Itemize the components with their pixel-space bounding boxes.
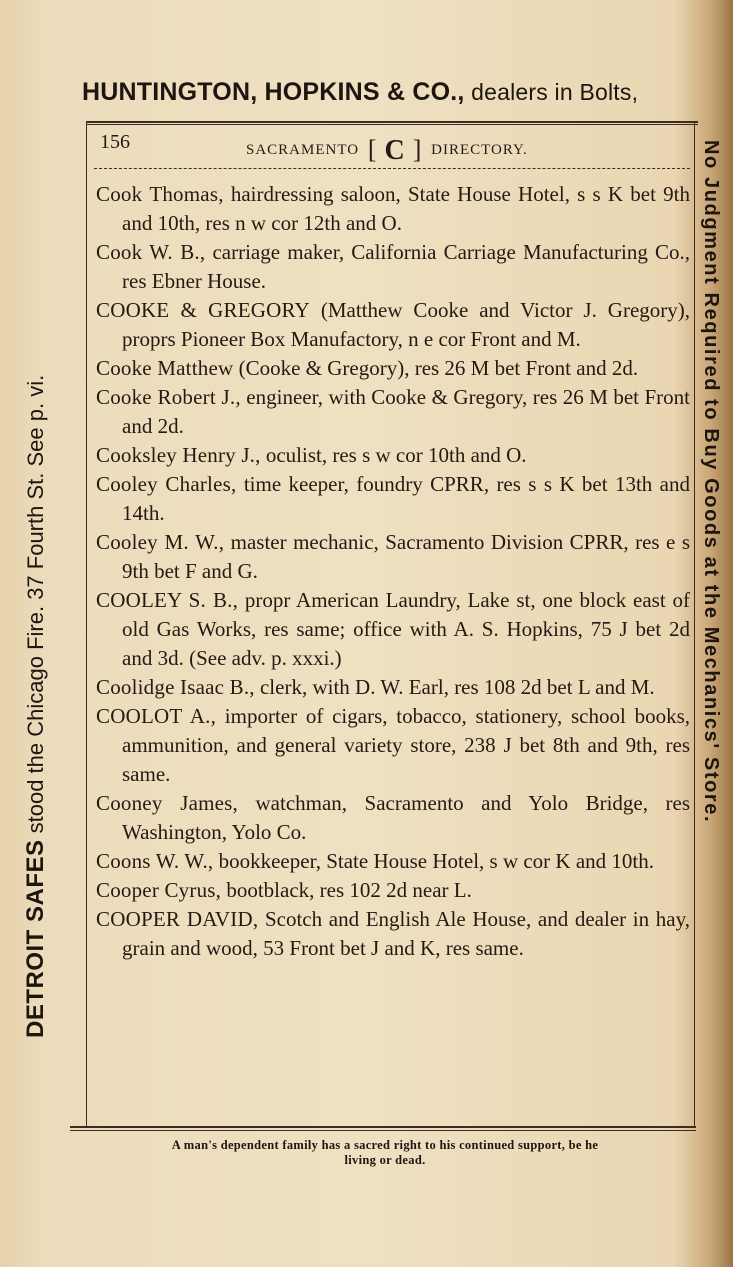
right-margin-advertisement: No Judgment Required to Buy Goods at the Mechanics' Store. bbox=[700, 140, 722, 824]
entry-details: (Matthew Cooke and Victor J. Gregory), proprs Pioneer Box Manufactory, n e cor Front and M. bbox=[122, 298, 691, 351]
entry-name: COOLEY S. B., bbox=[96, 588, 239, 612]
entry-name: Cooper Cyrus, bbox=[96, 878, 222, 902]
entry-details: master mechanic, Sacramento Division CPRR, res e s 9th bet F and G. bbox=[122, 530, 691, 583]
entry-details: carriage maker, California Carriage Manufacturing Co., res Ebner House. bbox=[122, 240, 690, 293]
entry-details: Scotch and English Ale House, and dealer in hay, grain and wood, 53 Front bet J and K, res same. bbox=[122, 907, 690, 960]
entry-details: watchman, Sacramento and Yolo Bridge, res Washington, Yolo Co. bbox=[122, 791, 690, 844]
entry-name: Cooney James, bbox=[96, 791, 238, 815]
directory-entry bbox=[96, 905, 690, 963]
left-margin-advertisement bbox=[22, 178, 50, 1038]
left-ad-brand: DETROIT SAFES bbox=[22, 839, 49, 1038]
directory-entry bbox=[96, 528, 690, 586]
entry-details: engineer, with Cooke & Gregory, res 26 M bet Front and 2d. bbox=[122, 385, 690, 438]
directory-entry bbox=[96, 470, 690, 528]
directory-entry bbox=[96, 586, 690, 673]
entry-details: bootblack, res 102 2d near L. bbox=[221, 878, 472, 902]
frame-bottom-rule bbox=[70, 1126, 696, 1128]
head-letter: C bbox=[384, 135, 406, 166]
running-head bbox=[98, 131, 688, 166]
entry-details: oculist, res s w cor 10th and O. bbox=[260, 443, 527, 467]
top-ad-firm: HUNTINGTON, HOPKINS & CO., bbox=[82, 78, 465, 106]
directory-entries bbox=[96, 180, 690, 963]
directory-entry bbox=[96, 354, 690, 383]
frame-left-rule bbox=[86, 121, 87, 1127]
frame-right-rule bbox=[694, 121, 695, 1127]
entry-details: clerk, with D. W. Earl, res 108 2d bet L and M. bbox=[254, 675, 655, 699]
directory-entry bbox=[96, 441, 690, 470]
entry-details: bookkeeper, State House Hotel, s w cor K and 10th. bbox=[213, 849, 655, 873]
entry-name: Cook W. B., bbox=[96, 240, 206, 264]
entry-details: importer of cigars, tobacco, stationery, school books, ammunition, and general variety store, 238 J bet 8th and 9th, res same. bbox=[122, 704, 690, 786]
entry-name: Coons W. W., bbox=[96, 849, 214, 873]
directory-entry bbox=[96, 180, 690, 238]
directory-entry bbox=[96, 702, 690, 789]
top-advertisement bbox=[82, 78, 722, 107]
head-bracket-open: [ bbox=[367, 135, 378, 164]
entry-name: Cooley M. W., bbox=[96, 530, 225, 554]
directory-title bbox=[246, 135, 528, 167]
directory-entry bbox=[96, 876, 690, 905]
directory-entry bbox=[96, 789, 690, 847]
directory-entry bbox=[96, 238, 690, 296]
page-number: 156 bbox=[100, 131, 130, 153]
entry-name: COOLOT A., bbox=[96, 704, 217, 728]
top-ad-tail: dealers in Bolts, bbox=[464, 79, 639, 105]
entry-details: hairdressing saloon, State House Hotel, s s K bet 9th and 10th, res n w cor 12th and O. bbox=[122, 182, 690, 235]
entry-details: time keeper, foundry CPRR, res s s K bet 13th and 14th. bbox=[122, 472, 690, 525]
entry-details: propr American Laundry, Lake st, one block east of old Gas Works, res same; office with A. S. Hopkins, 75 J bet 2d and 3d. (See adv. p. xxxi.) bbox=[122, 588, 690, 670]
directory-entry bbox=[96, 296, 690, 354]
footer-motto bbox=[60, 1138, 710, 1168]
footer-line-2: living or dead. bbox=[344, 1153, 426, 1167]
frame-top-rule-inner bbox=[86, 124, 698, 125]
entry-name: Cooksley Henry J., bbox=[96, 443, 261, 467]
entry-name: COOPER DAVID, bbox=[96, 907, 259, 931]
head-bracket-close: ] bbox=[412, 135, 423, 164]
left-ad-text: stood the Chicago Fire. 37 Fourth St. See p. vi. bbox=[23, 374, 48, 840]
head-city: SACRAMENTO bbox=[246, 142, 360, 158]
footer-line-1: A man's dependent family has a sacred right to his continued support, be he bbox=[171, 1138, 599, 1152]
entry-name: Coolidge Isaac B., bbox=[96, 675, 255, 699]
head-directory: DIRECTORY. bbox=[431, 142, 528, 158]
frame-top-rule bbox=[86, 121, 698, 123]
entry-details: (Cooke & Gregory), res 26 M bet Front and 2d. bbox=[233, 356, 639, 380]
entry-name: Cooke Robert J., bbox=[96, 385, 241, 409]
frame-bottom-rule-inner bbox=[70, 1130, 696, 1131]
directory-entry bbox=[96, 673, 690, 702]
entry-name: COOKE & GREGORY bbox=[96, 298, 310, 322]
running-head-divider bbox=[94, 168, 690, 169]
directory-entry bbox=[96, 847, 690, 876]
entry-name: Cooke Matthew bbox=[96, 356, 234, 380]
entry-name: Cooley Charles, bbox=[96, 472, 237, 496]
entry-name: Cook Thomas, bbox=[96, 182, 224, 206]
directory-entry bbox=[96, 383, 690, 441]
